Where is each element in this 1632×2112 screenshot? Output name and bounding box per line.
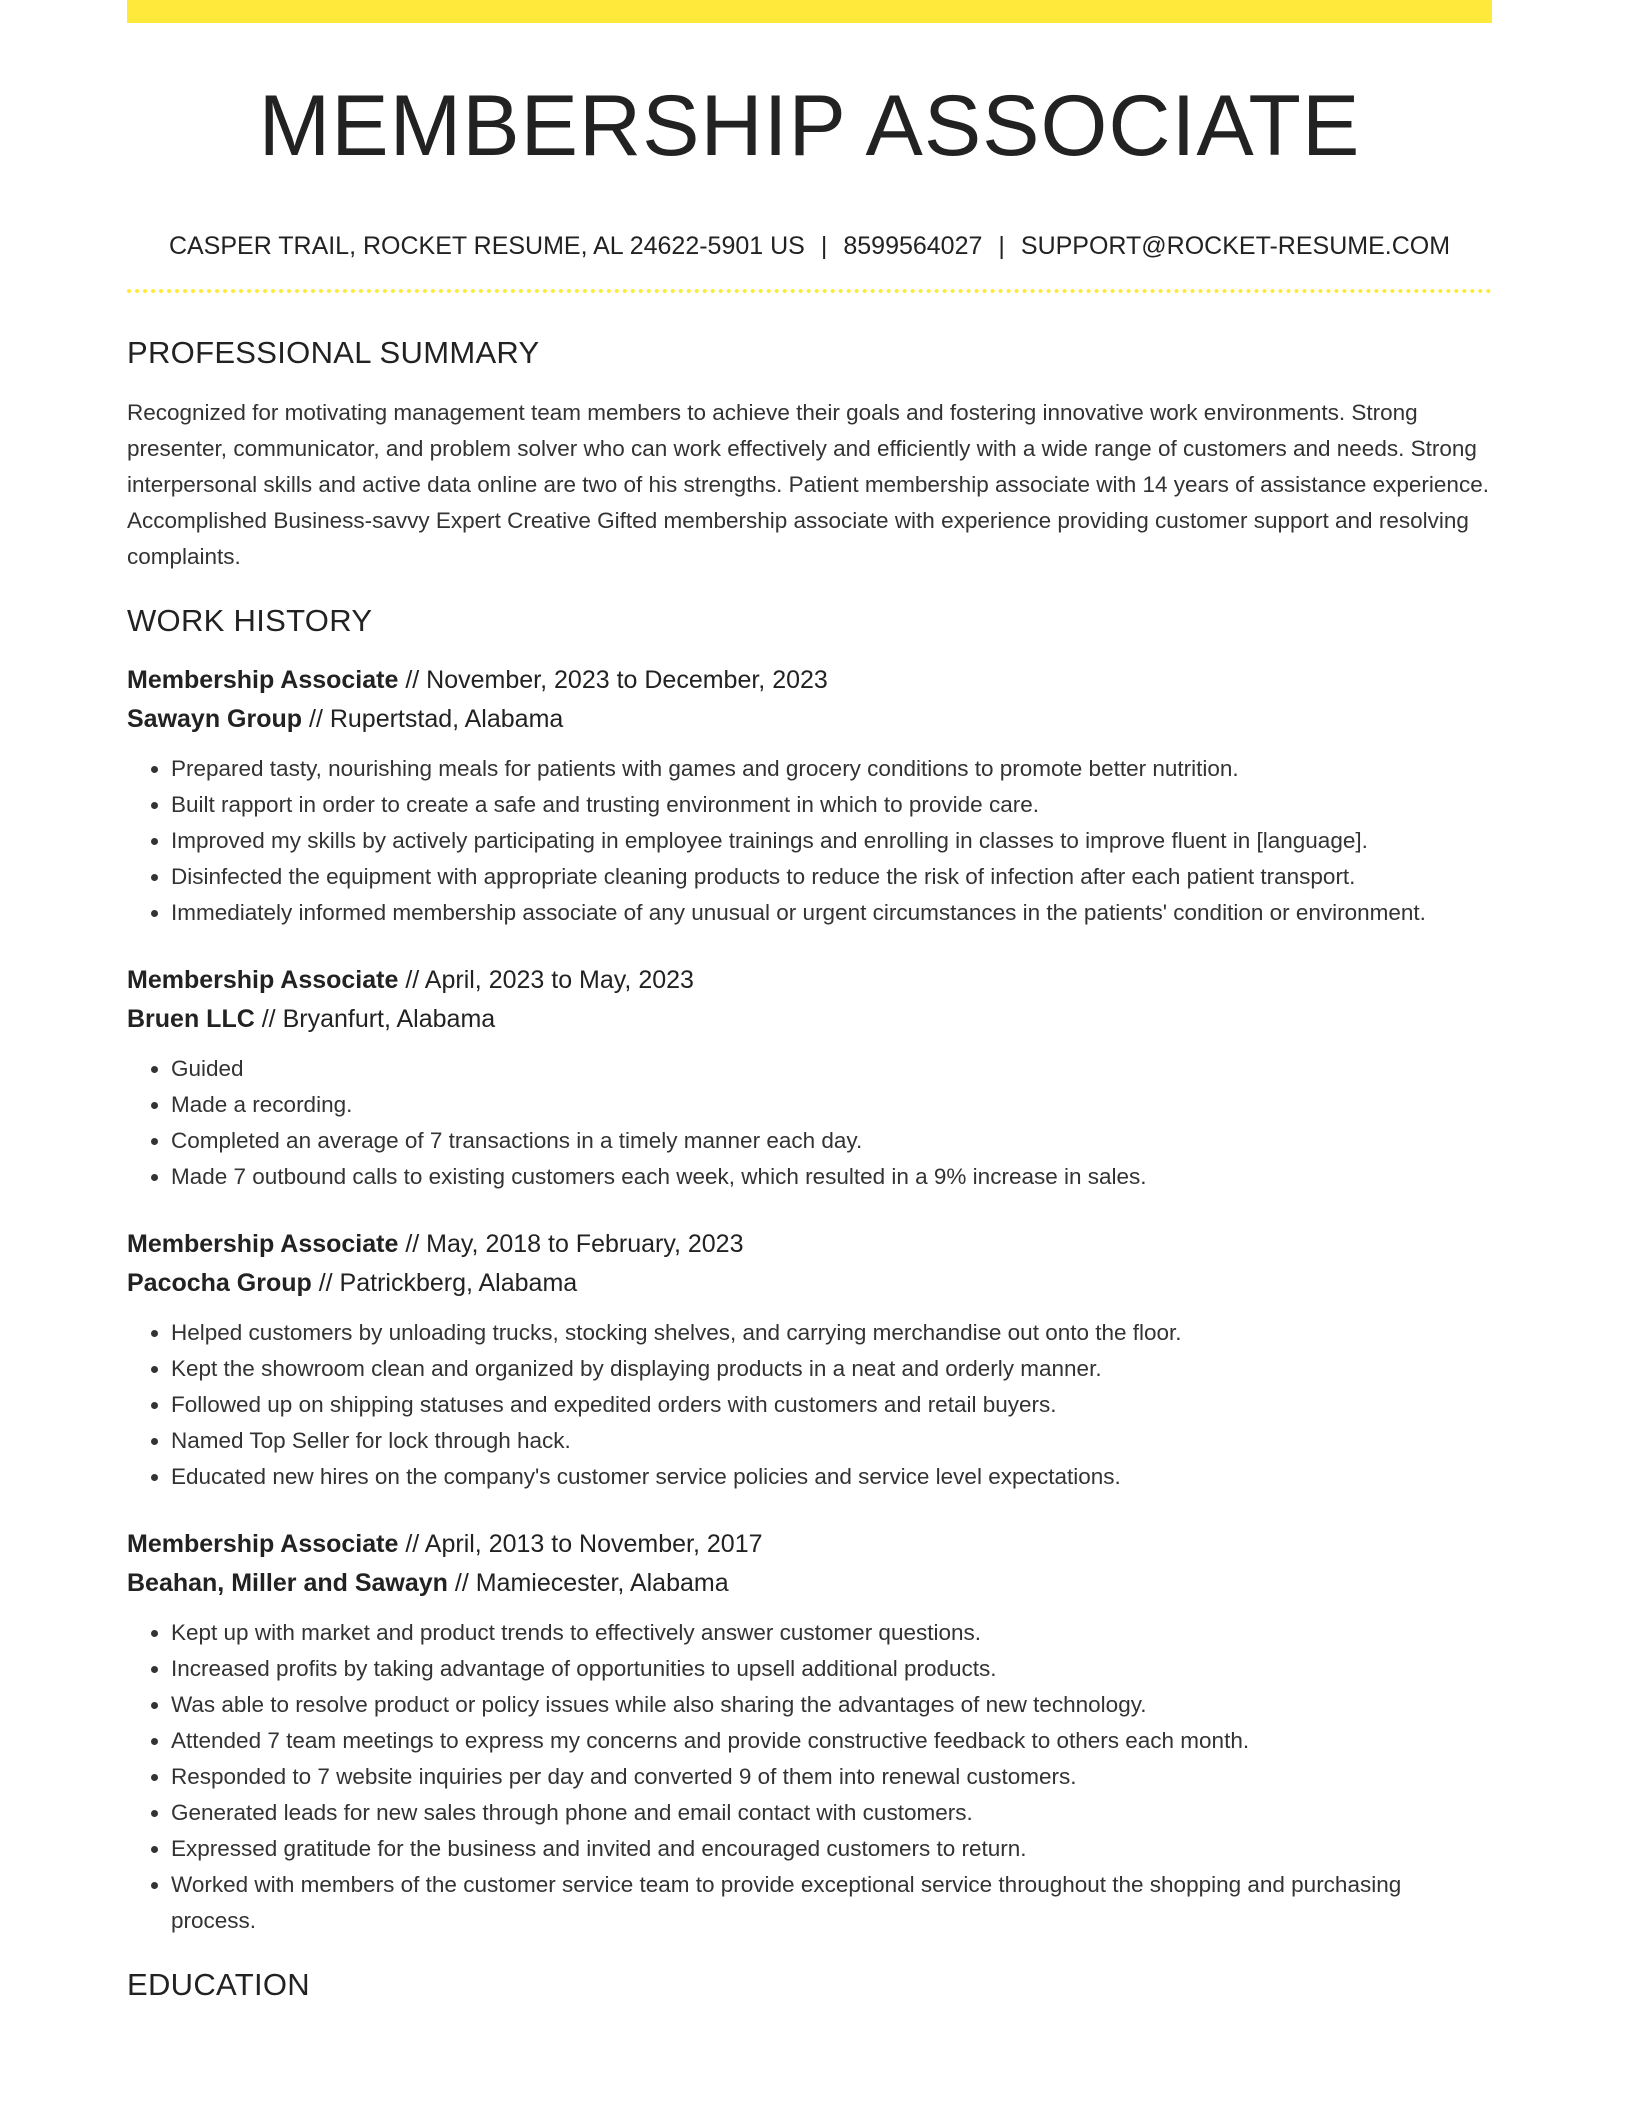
- top-accent-bar: [127, 0, 1492, 23]
- job-role: Membership Associate: [127, 966, 399, 994]
- summary-heading: PROFESSIONAL SUMMARY: [127, 335, 540, 370]
- education-heading: EDUCATION: [127, 1967, 310, 2002]
- job-company: Bruen LLC: [127, 1005, 255, 1033]
- job-bullet: • Increased profits by taking advantage of opportunities to upsell additional products.: [171, 1651, 1492, 1687]
- job-bullet: • Prepared tasty, nourishing meals for patients with games and grocery conditions to promote better nutrition.: [171, 751, 1492, 787]
- job-company-line: [127, 1000, 1492, 1039]
- job-role: Membership Associate: [127, 666, 399, 694]
- job-bullet: • Worked with members of the customer service team to provide exceptional service throughout the shopping and purchasing process.: [171, 1867, 1492, 1939]
- job-bullet: • Completed an average of 7 transactions in a timely manner each day.: [171, 1123, 1492, 1159]
- job-bullet-list: [127, 1315, 1492, 1495]
- job-bullet: • Helped customers by unloading trucks, stocking shelves, and carrying merchandise out onto the floor.: [171, 1315, 1492, 1351]
- job-entry: [127, 661, 1492, 931]
- summary-text: Recognized for motivating management team members to achieve their goals and fostering innovative work environments. Strong presenter, communicator, and problem solver who can work effectively and efficiently with a wide range of customers and needs. Strong interpersonal skills and active data online are two of his strengths. Patient membership associate with 14 years of assistance experience. Accomplished Business-savvy Expert Creative Gifted membership associate with experience providing customer support and resolving complaints.: [127, 400, 1489, 569]
- job-bullet-list: [127, 1051, 1492, 1195]
- job-title-line: [127, 1225, 1492, 1264]
- job-bullet: • Expressed gratitude for the business and invited and encouraged customers to return.: [171, 1831, 1492, 1867]
- job-bullet: • Was able to resolve product or policy issues while also sharing the advantages of new technology.: [171, 1687, 1492, 1723]
- contact-email: SUPPORT@ROCKET-RESUME.COM: [1020, 232, 1451, 260]
- contact-address: CASPER TRAIL, ROCKET RESUME, AL 24622-5901 US: [168, 232, 805, 260]
- job-entry: [127, 1225, 1492, 1495]
- job-title-line: [127, 661, 1492, 700]
- job-bullet-list: [127, 1615, 1492, 1939]
- job-company-line: [127, 1264, 1492, 1303]
- job-bullet: • Educated new hires on the company's customer service policies and service level expectations.: [171, 1459, 1492, 1495]
- job-role: Membership Associate: [127, 1230, 399, 1258]
- job-bullet: • Built rapport in order to create a safe and trusting environment in which to provide care.: [171, 787, 1492, 823]
- job-bullet: • Disinfected the equipment with appropriate cleaning products to reduce the risk of infection after each patient transport.: [171, 859, 1492, 895]
- job-dates: // May, 2018 to February, 2023: [398, 1230, 744, 1258]
- contact-separator: |: [998, 232, 1005, 260]
- job-bullet: • Improved my skills by actively participating in employee trainings and enrolling in classes to improve fluent in [language].: [171, 823, 1492, 859]
- work-history-heading: WORK HISTORY: [127, 603, 373, 638]
- job-company: Sawayn Group: [127, 705, 303, 733]
- job-bullet: • Guided: [171, 1051, 1492, 1087]
- job-location: // Bryanfurt, Alabama: [254, 1005, 496, 1033]
- job-bullet: • Made a recording.: [171, 1087, 1492, 1123]
- job-bullet: • Attended 7 team meetings to express my concerns and provide constructive feedback to others each month.: [171, 1723, 1492, 1759]
- job-bullet: • Immediately informed membership associate of any unusual or urgent circumstances in the patients' condition or environment.: [171, 895, 1492, 931]
- resume-page: [127, 0, 1492, 2112]
- job-company: Pacocha Group: [127, 1269, 312, 1297]
- contact-phone: 8599564027: [843, 232, 983, 260]
- job-entry: [127, 1525, 1492, 1939]
- job-bullet: • Kept the showroom clean and organized by displaying products in a neat and orderly manner.: [171, 1351, 1492, 1387]
- job-bullet: • Kept up with market and product trends to effectively answer customer questions.: [171, 1615, 1492, 1651]
- job-company: Beahan, Miller and Sawayn: [127, 1569, 448, 1597]
- job-dates: // April, 2023 to May, 2023: [398, 966, 694, 994]
- job-company-line: [127, 1564, 1492, 1603]
- job-title-line: [127, 1525, 1492, 1564]
- contact-separator: |: [820, 232, 828, 260]
- job-bullet-list: [127, 751, 1492, 931]
- dotted-divider: [127, 289, 1492, 293]
- job-location: // Patrickberg, Alabama: [311, 1269, 578, 1297]
- job-location: // Mamiecester, Alabama: [447, 1569, 729, 1597]
- job-dates: // April, 2013 to November, 2017: [398, 1530, 763, 1558]
- job-bullet: • Made 7 outbound calls to existing customers each week, which resulted in a 9% increase in sales.: [171, 1159, 1492, 1195]
- job-bullet: • Responded to 7 website inquiries per day and converted 9 of them into renewal customers.: [171, 1759, 1492, 1795]
- job-bullet: • Followed up on shipping statuses and expedited orders with customers and retail buyers.: [171, 1387, 1492, 1423]
- job-location: // Rupertstad, Alabama: [302, 705, 564, 733]
- job-bullet: • Generated leads for new sales through phone and email contact with customers.: [171, 1795, 1492, 1831]
- job-role: Membership Associate: [127, 1530, 399, 1558]
- job-bullet: • Named Top Seller for lock through hack.: [171, 1423, 1492, 1459]
- contact-line: [127, 229, 1492, 263]
- work-history-list: [127, 661, 1492, 1939]
- job-company-line: [127, 700, 1492, 739]
- job-entry: [127, 961, 1492, 1195]
- job-title-line: [127, 961, 1492, 1000]
- job-dates: // November, 2023 to December, 2023: [398, 666, 828, 694]
- resume-title: MEMBERSHIP ASSOCIATE: [258, 78, 1361, 174]
